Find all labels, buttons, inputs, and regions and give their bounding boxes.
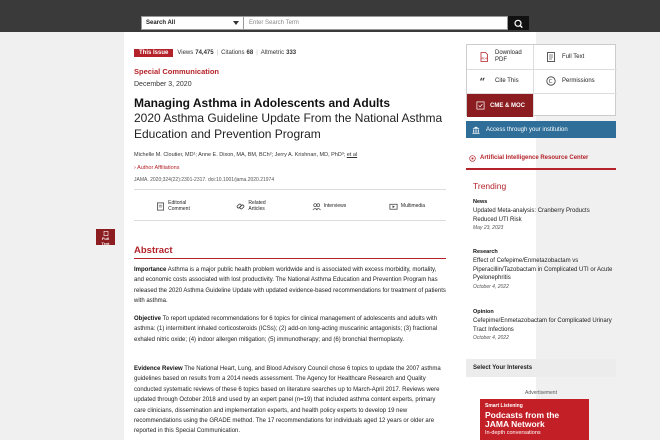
views-value: 74,475 <box>195 50 214 56</box>
cme-moc-button[interactable] <box>467 94 533 117</box>
trending-category: Research <box>473 249 498 255</box>
article-actions-panel <box>466 44 616 116</box>
ai-resource-label: Artificial Intelligence Resource Center <box>480 155 589 161</box>
trending-category: Opinion <box>473 309 494 315</box>
full-text-icon <box>546 52 556 62</box>
chevron-right-icon: › <box>134 165 136 171</box>
article-metrics: This Issue Views 74,475 | Citations 68 | Altmetric 333 <box>134 48 446 58</box>
ad-headline: Podcasts from the JAMA Network <box>485 410 560 429</box>
cme-label: CME & MOC <box>490 102 525 109</box>
cme-icon <box>476 101 485 110</box>
pdf-icon <box>479 52 489 62</box>
related-features <box>134 196 446 216</box>
objective-text: To report updated recommendations for 6 topics for clinical management of adolescents and adults with asthma: (1) intermittent inhaled corticosteroids (ICSs); (2) add-on long-acting muscarinic antagonists; (3) fractional exhaled nitric oxide; (4) indoor allergen mitigation; (5) immunotherapy; and (6) bronchial thermoplasty. <box>134 316 438 343</box>
ai-icon <box>469 155 476 162</box>
trending-item[interactable] <box>473 249 613 290</box>
trending-title[interactable]: Updated Meta-analysis: Cranberry Products Reduced UTI Risk <box>473 208 590 223</box>
trending-item[interactable] <box>473 199 613 231</box>
importance-label: Importance <box>134 267 167 273</box>
podcast-advertisement[interactable] <box>480 399 589 440</box>
institution-access-button[interactable] <box>466 121 616 138</box>
divider <box>134 189 446 190</box>
divider <box>134 220 446 221</box>
full-text-tab[interactable] <box>96 229 115 245</box>
article-title: Managing Asthma in Adolescents and Adults <box>134 96 391 110</box>
cite-this-button[interactable] <box>467 69 533 93</box>
trending-date: October 4, 2022 <box>473 283 509 290</box>
objective-label: Objective <box>134 316 162 322</box>
abstract-evidence-review <box>134 364 446 437</box>
evidence-text: The National Heart, Lung, and Blood Advisory Council chose 6 topics to update the 2007 asthma guidelines based on results from a 2014 needs assessment. The Agency for Healthcare Research and Quality conducted systematic reviews of these 6 topics based on literature searches up to March-April 2017. Reviews were updated through October 2018 and used by an expert panel (n=19) that included asthma content experts, primary care clinicians, dissemination and implementation experts, and health policy experts to develop 19 new recommendations using the GRADE method. The 17 recommendations for individuals aged 12 years or older are reported in this Special Communication. <box>134 366 441 435</box>
abstract-heading: Abstract <box>134 245 173 256</box>
feature-label: Related Articles <box>248 200 266 212</box>
svg-text:C: C <box>548 79 553 85</box>
top-bar <box>0 0 660 32</box>
importance-text: Asthma is a major public health problem worldwide and is associated with excess morbidity, mortality, and economic costs associated with lost productivity. The National Asthma Education and Prevention Program has released the 2020 Asthma Guideline Update with updated evidence-based recommendations for treatment of patients with asthma. <box>134 267 446 305</box>
permissions-label: Permissions <box>562 77 595 84</box>
citation-line: JAMA. 2020;324(22):2301-2317. doi:10.1001/jama.2020.21974 <box>134 177 275 183</box>
trending-heading: Trending <box>473 181 507 191</box>
trending-title[interactable]: Cefepime/Enmetazobactam for Complicated Urinary Tract Infections <box>473 318 612 333</box>
feature-related-articles[interactable] <box>212 196 290 216</box>
author-list <box>134 152 446 158</box>
feature-editorial-comment[interactable] <box>134 196 212 216</box>
feature-interviews[interactable] <box>290 196 368 216</box>
citations-value[interactable]: 68 <box>246 50 254 56</box>
abstract-divider <box>134 258 446 259</box>
select-interests-button[interactable]: Select Your Interests <box>466 359 616 377</box>
trending-title[interactable]: Effect of Cefepime/Enmetazobactam vs Piperacillin/Tazobactam in Complicated UTI or Acute Pyelonephritis <box>473 258 613 281</box>
authors-text: Michelle M. Cloutier, MD¹; Anne E. Dixon, MA, BM, BCh²; Jerry A. Krishnan, MD, PhD³; <box>134 152 346 158</box>
institution-icon <box>472 126 480 134</box>
trending-date: October 4, 2022 <box>473 335 509 341</box>
feature-label: Interviews <box>323 203 347 209</box>
abstract-objective <box>134 314 446 345</box>
citations-label[interactable]: Citations <box>221 50 245 56</box>
article-subtitle: 2020 Asthma Guideline Update From the National Asthma Education and Prevention Program <box>134 111 443 141</box>
permissions-button[interactable] <box>534 69 617 93</box>
feature-label: Multimedia <box>400 203 426 209</box>
chevron-down-icon <box>233 21 239 25</box>
svg-text:“: “ <box>479 77 486 86</box>
this-issue-badge[interactable]: This Issue <box>134 49 173 57</box>
cite-this-label: Cite This <box>495 77 519 84</box>
advertisement-label: Advertisement <box>525 390 557 396</box>
author-affiliations-toggle[interactable] <box>134 165 179 171</box>
download-pdf-label: Download PDF <box>495 50 522 63</box>
search-button[interactable] <box>508 16 529 30</box>
download-pdf-button[interactable] <box>467 45 533 69</box>
altmetric-label[interactable]: Altmetric <box>260 50 285 56</box>
trending-date: May 23, 2023 <box>473 225 504 231</box>
institution-access-label: Access through your institution <box>486 126 568 133</box>
editorial-icon <box>156 202 165 211</box>
abstract-importance <box>134 265 446 307</box>
ai-resource-center-link[interactable] <box>466 151 616 165</box>
full-text-button[interactable] <box>534 45 617 69</box>
search-scope-label: Search All <box>146 20 176 26</box>
ad-kicker: Smart Listening <box>485 403 523 409</box>
et-al-link[interactable]: et al <box>346 152 358 158</box>
affiliations-label: Author Affiliations <box>137 165 180 171</box>
trending-panel <box>466 168 616 358</box>
full-text-label: Full Text <box>562 53 585 60</box>
search-input[interactable]: Enter Search Term <box>244 16 508 30</box>
svg-text:PDF: PDF <box>481 56 488 61</box>
quote-icon <box>479 76 489 86</box>
evidence-label: Evidence Review <box>134 366 183 372</box>
copyright-icon <box>546 76 556 86</box>
altmetric-value[interactable]: 333 <box>286 50 297 56</box>
section-label: Special Communication <box>134 67 220 76</box>
feature-label: Editorial Comment <box>168 200 190 212</box>
full-text-tab-label: Full Text <box>101 236 110 246</box>
publication-date: December 3, 2020 <box>134 81 192 88</box>
link-icon <box>236 202 245 211</box>
search-icon <box>509 18 528 30</box>
search-scope-select[interactable] <box>141 16 244 30</box>
views-label: Views <box>177 50 194 56</box>
trending-item[interactable] <box>473 309 613 341</box>
interview-icon <box>312 202 321 211</box>
multimedia-icon <box>389 202 398 211</box>
ad-subline: In-depth conversations <box>485 430 541 436</box>
search-bar <box>141 16 529 30</box>
feature-multimedia[interactable] <box>368 196 446 216</box>
trending-category: News <box>473 199 488 205</box>
